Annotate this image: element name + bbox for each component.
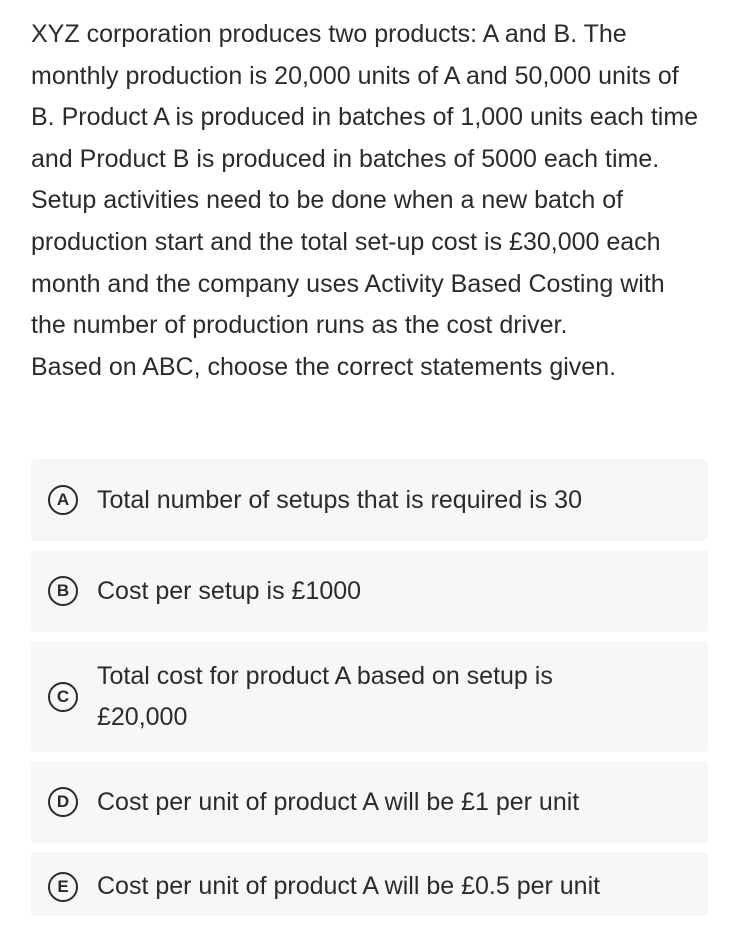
question-prompt: Based on ABC, choose the correct statements given. (31, 352, 617, 381)
option-letter-badge: C (48, 682, 78, 712)
option-text: Total number of setups that is required is 30 (97, 485, 582, 514)
option-a[interactable] (31, 459, 708, 541)
option-letter-badge: E (48, 872, 78, 902)
option-text: Total cost for product A based on setup is £20,000 (97, 661, 553, 731)
option-c[interactable] (31, 641, 708, 752)
option-letter-badge: D (48, 787, 78, 817)
option-text: Cost per setup is £1000 (97, 576, 362, 605)
option-d[interactable] (31, 761, 708, 843)
option-text: Cost per unit of product A will be £1 per unit (97, 787, 580, 816)
question-text (31, 14, 701, 388)
question-paragraph: XYZ corporation produces two products: A and B. The monthly production is 20,000 units of A and 50,000 units of B. Product A is produced in batches of 1,000 units each time and Product B is produced in batches of 5000 each time. Setup activities need to be done when a new batch of production start and the total set-up cost is £30,000 each month and the company uses Activity Based Costing with the number of production runs as the cost driver. (31, 20, 699, 340)
option-b[interactable] (31, 550, 708, 632)
option-text: Cost per unit of product A will be £0.5 per unit (97, 872, 601, 900)
option-e[interactable] (31, 852, 708, 916)
option-letter-badge: B (48, 576, 78, 606)
option-letter-badge: A (48, 485, 78, 515)
answer-options (31, 459, 708, 916)
